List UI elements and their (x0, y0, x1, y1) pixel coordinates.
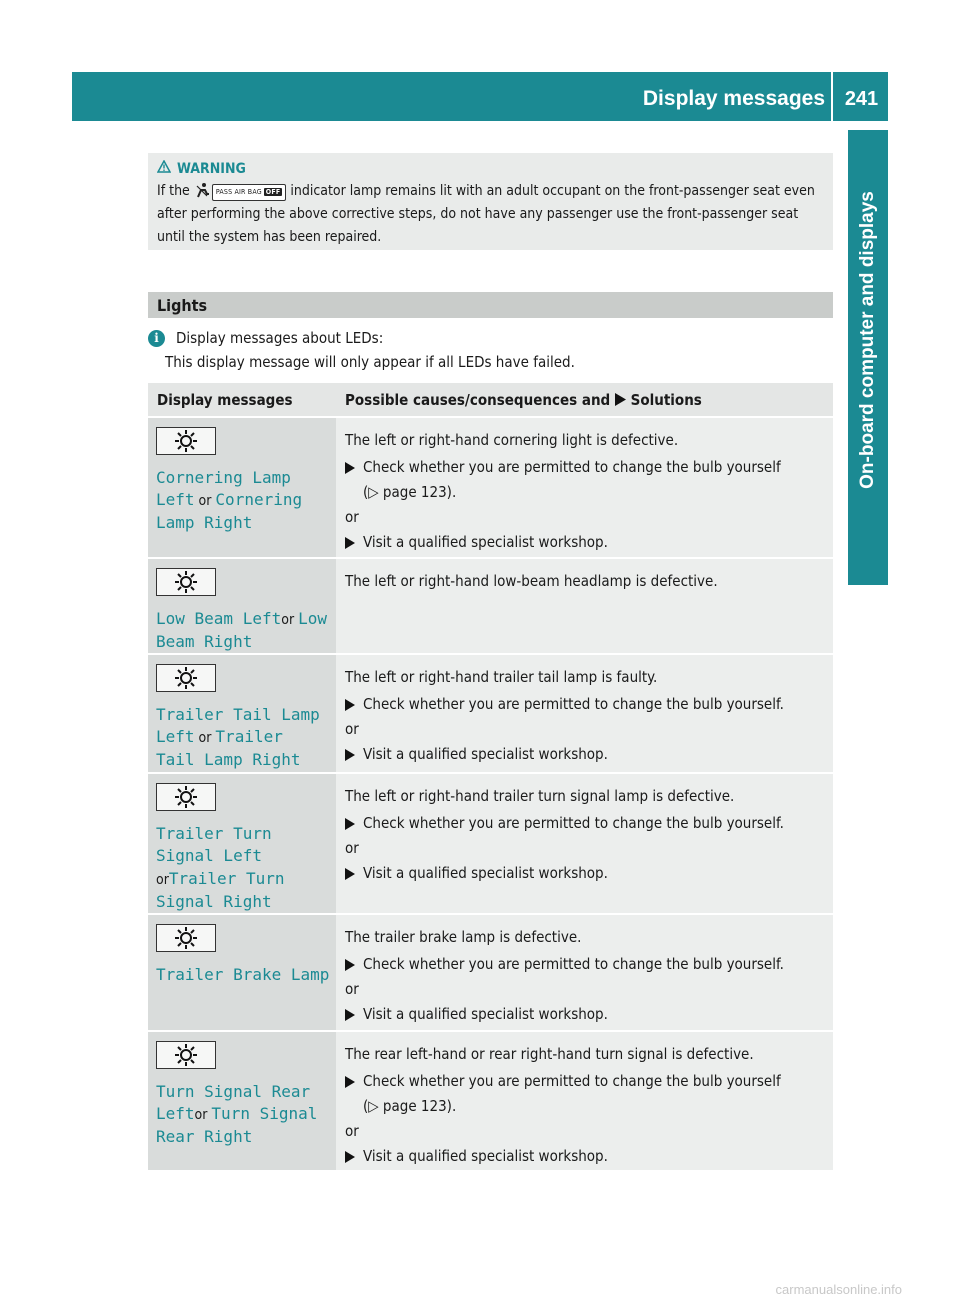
or-text: or (345, 508, 359, 526)
message-name: Trailer Tail Lamp Left or Trailer Tail Lamp Right (156, 705, 320, 769)
or-text: or (345, 839, 359, 857)
warning-heading (157, 158, 824, 180)
message-cell (148, 914, 336, 1031)
warning-heading-text: WARNING (177, 161, 246, 177)
table-row (148, 773, 833, 914)
or-text: or (345, 980, 359, 998)
section-heading: Lights (148, 292, 833, 318)
message-cell (148, 558, 336, 654)
solution-step: Check whether you are permitted to change the bulb yourself. (345, 952, 825, 977)
col-header-solutions: Possible causes/consequences and Solutions (336, 383, 833, 417)
bulb-icon (175, 430, 197, 452)
step-arrow-icon (345, 818, 355, 830)
solution-step: Visit a qualified specialist workshop. (345, 1002, 825, 1027)
table-row (148, 654, 833, 773)
cause-text: The trailer brake lamp is defective. (345, 928, 582, 946)
solution-step: Visit a qualified specialist workshop. (345, 861, 825, 886)
solution-cell (336, 1031, 833, 1171)
bulb-icon (175, 786, 197, 808)
step-arrow-icon (345, 537, 355, 549)
bulb-symbol (156, 664, 216, 692)
display-messages-table (148, 383, 833, 1172)
bulb-symbol (156, 924, 216, 952)
solution-step: Check whether you are permitted to change the bulb yourself (▷ page 123). (345, 455, 825, 505)
message-cell (148, 654, 336, 773)
message-cell (148, 773, 336, 914)
table-row (148, 914, 833, 1031)
cause-text: The rear left-hand or rear right-hand turn signal is defective. (345, 1045, 754, 1063)
solution-step: Check whether you are permitted to change the bulb yourself (▷ page 123). (345, 1069, 825, 1119)
header-divider (831, 72, 833, 121)
page-reference[interactable]: (▷ page 123). (363, 483, 457, 501)
side-tab-marker (848, 545, 888, 585)
bulb-icon (175, 667, 197, 689)
solution-cell (336, 654, 833, 773)
step-arrow-icon (345, 1076, 355, 1088)
solution-step: Check whether you are permitted to change the bulb yourself. (345, 692, 825, 717)
watermark: carmanualsonline.info (775, 1282, 902, 1297)
step-arrow-icon (345, 699, 355, 711)
message-name: Trailer Brake Lamp (156, 965, 330, 984)
cause-text: The left or right-hand low-beam headlamp is defective. (345, 572, 718, 590)
step-arrow-icon (345, 462, 355, 474)
bulb-symbol (156, 568, 216, 596)
solution-cell (336, 558, 833, 654)
solution-step: Check whether you are permitted to change the bulb yourself. (345, 811, 825, 836)
page-number: 241 (844, 88, 879, 110)
info-icon: i (148, 330, 165, 347)
table-row (148, 417, 833, 558)
solution-step: Visit a qualified specialist workshop. (345, 742, 825, 767)
message-cell (148, 1031, 336, 1171)
message-name: Low Beam Leftor Low Beam Right (156, 609, 328, 651)
warning-text (157, 180, 824, 249)
solution-cell (336, 417, 833, 558)
step-arrow-icon (345, 749, 355, 761)
bulb-icon (175, 927, 197, 949)
warning-body: indicator lamp remains lit with an adult occupant on the front-passenger seat even after performing the above corrective steps, do not have any passenger use the front-passenger seat until the system has been repaired. (157, 183, 815, 245)
bulb-icon (175, 571, 197, 593)
bulb-symbol (156, 783, 216, 811)
page-title: Display messages (642, 87, 825, 110)
message-name: Turn Signal Rear Leftor Turn Signal Rear Right (156, 1082, 318, 1146)
solution-step: Visit a qualified specialist workshop. (345, 530, 825, 555)
step-arrow-icon (345, 868, 355, 880)
warning-triangle-icon (157, 160, 171, 173)
seat-occupant-icon (195, 182, 211, 198)
step-arrow-icon (345, 959, 355, 971)
info-line-1: Display messages about LEDs: (176, 329, 384, 347)
page-reference[interactable]: (▷ page 123). (363, 1097, 457, 1115)
warning-box (148, 153, 833, 250)
solution-cell (336, 914, 833, 1031)
arrow-right-icon (615, 393, 626, 406)
message-name: Cornering Lamp Left or Cornering Lamp Right (156, 468, 303, 532)
bulb-icon (175, 1044, 197, 1066)
table-header-row (148, 383, 833, 417)
step-arrow-icon (345, 1009, 355, 1021)
bulb-symbol (156, 427, 216, 455)
col-header-messages: Display messages (148, 383, 336, 417)
table-row (148, 1031, 833, 1171)
cause-text: The left or right-hand cornering light is defective. (345, 431, 679, 449)
message-name: Trailer Turn Signal Left orTrailer Turn Signal Right (156, 824, 285, 911)
solution-cell (336, 773, 833, 914)
cause-text: The left or right-hand trailer tail lamp is faulty. (345, 668, 658, 686)
bulb-symbol (156, 1041, 216, 1069)
passenger-airbag-off-icon: PASS AIR BAG OFF (212, 184, 287, 201)
step-arrow-icon (345, 1151, 355, 1163)
or-text: or (345, 1122, 359, 1140)
solution-step: Visit a qualified specialist workshop. (345, 1144, 825, 1169)
message-cell (148, 417, 336, 558)
warning-pre: If the (157, 183, 190, 199)
table-row (148, 558, 833, 654)
cause-text: The left or right-hand trailer turn signal lamp is defective. (345, 787, 735, 805)
side-tab-label: On-board computer and displays (857, 191, 878, 489)
info-line-2: This display message will only appear if all LEDs have failed. (165, 353, 575, 371)
or-text: or (345, 720, 359, 738)
